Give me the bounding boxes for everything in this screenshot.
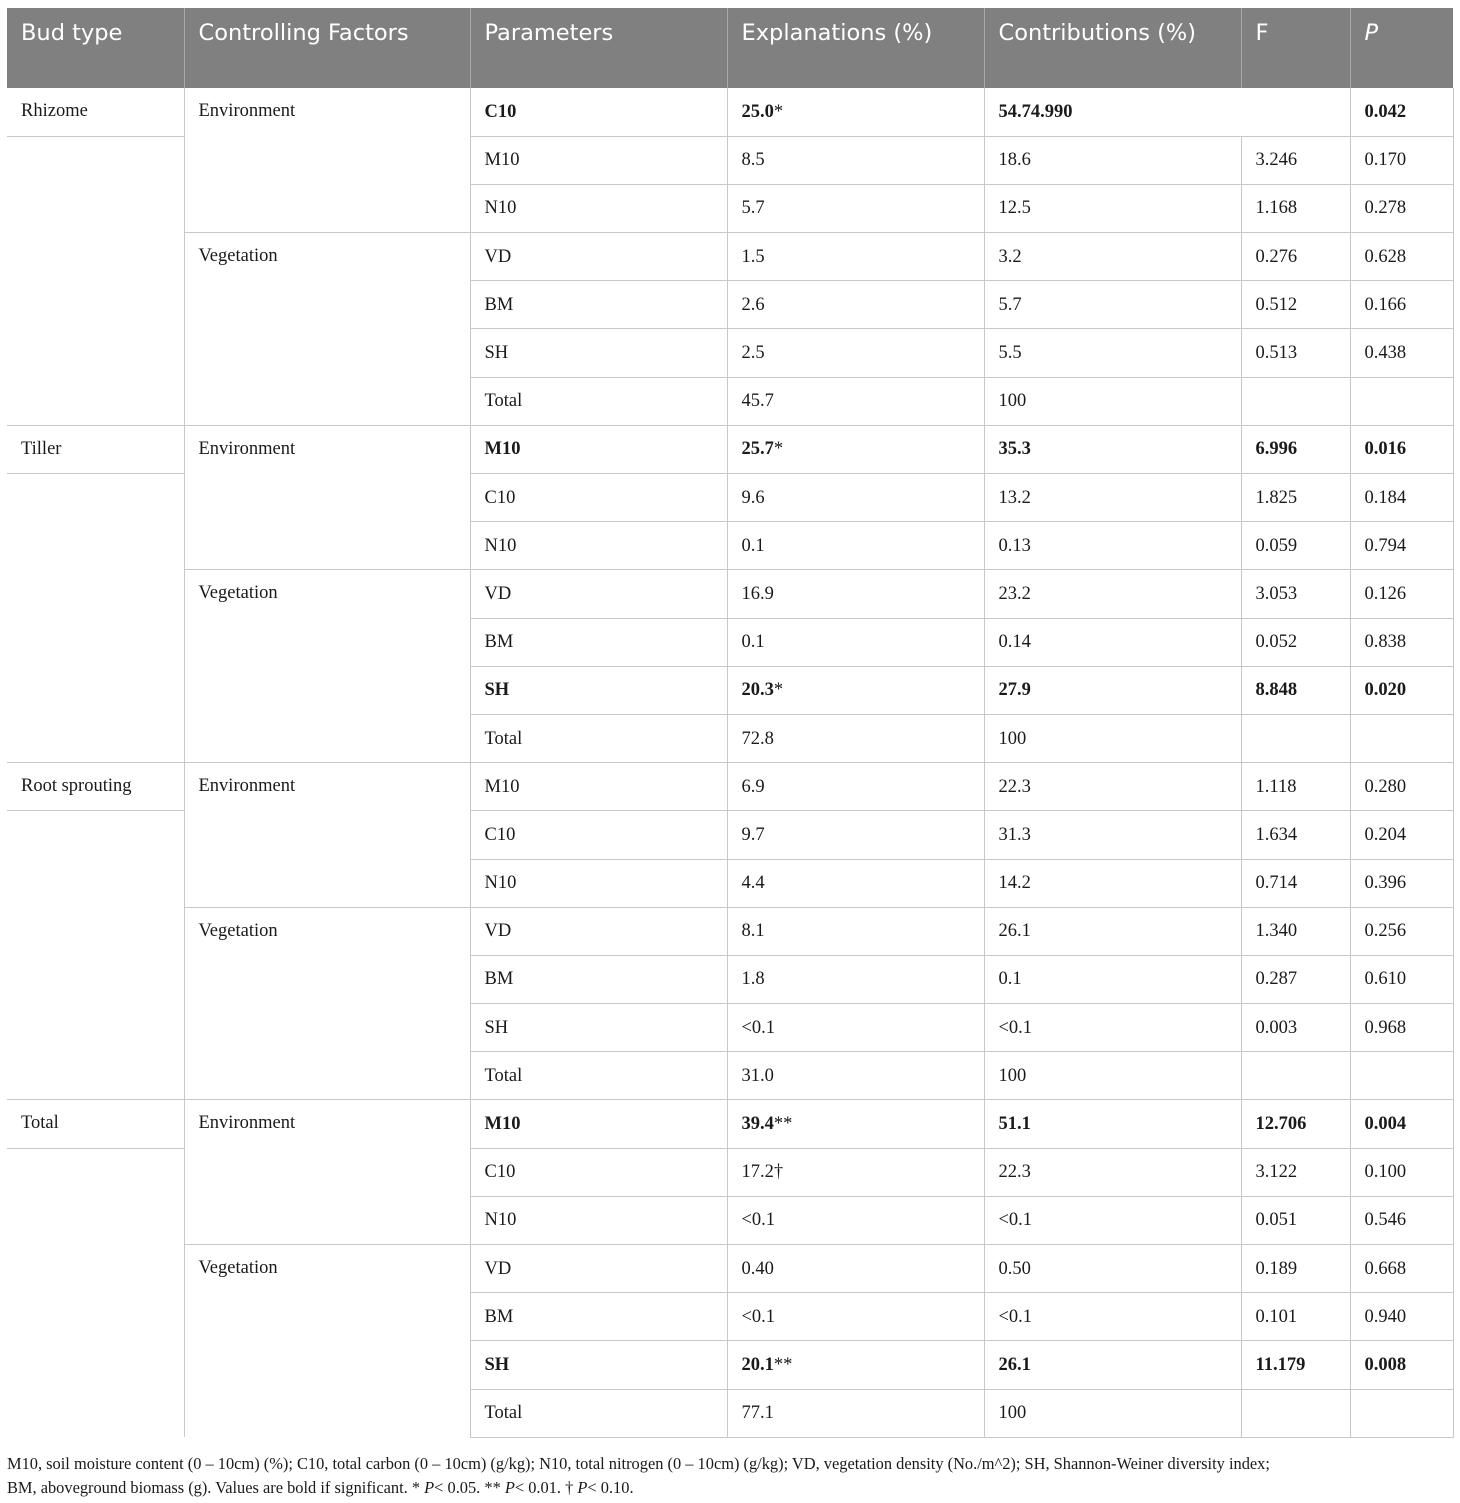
contribution-cell: 26.1 [984, 1341, 1241, 1389]
footnote-line-2: BM, aboveground biomass (g). Values are bold if significant. * P< 0.05. ** P< 0.01. † P< 0.10. [7, 1478, 634, 1497]
p-value-cell [1350, 1052, 1453, 1100]
explanation-value: 1.5 [741, 246, 765, 267]
p-value-cell [1350, 1389, 1453, 1437]
p-value-cell: 0.438 [1350, 329, 1453, 377]
explanation-value: 31.0 [741, 1065, 774, 1086]
header-f: F [1241, 8, 1350, 88]
contribution-cell: 27.9 [984, 666, 1241, 714]
f-value-cell: 3.246 [1241, 136, 1350, 184]
parameter-cell: BM [470, 955, 727, 1003]
f-value-cell [1241, 1389, 1350, 1437]
bud-type-cell: Total [7, 1100, 184, 1148]
contribution-cell: 54.74.990 [984, 88, 1350, 136]
parameter-cell: N10 [470, 184, 727, 232]
f-value-cell: 8.848 [1241, 666, 1350, 714]
explanation-cell [727, 1293, 984, 1341]
explanation-value: 6.9 [741, 776, 765, 797]
contribution-cell: 23.2 [984, 570, 1241, 618]
explanation-value: 20.3 [741, 680, 774, 701]
p-value-cell: 0.628 [1350, 233, 1453, 281]
f-value-cell: 1.118 [1241, 763, 1350, 811]
table-row [7, 425, 1453, 473]
contribution-cell: 12.5 [984, 184, 1241, 232]
header-contributions: Contributions (%) [984, 8, 1241, 88]
contribution-cell: <0.1 [984, 1196, 1241, 1244]
parameter-cell: BM [470, 618, 727, 666]
parameter-cell: C10 [470, 88, 727, 136]
bud-type-empty-cell [7, 136, 184, 425]
parameter-cell: VD [470, 907, 727, 955]
p-value-cell: 0.004 [1350, 1100, 1453, 1148]
explanation-cell [727, 1100, 984, 1148]
p-value-cell [1350, 377, 1453, 425]
explanation-cell [727, 907, 984, 955]
parameter-cell: Total [470, 1052, 727, 1100]
parameter-cell: M10 [470, 425, 727, 473]
f-value-cell: 1.825 [1241, 474, 1350, 522]
p-value-cell: 0.794 [1350, 522, 1453, 570]
contribution-cell: 31.3 [984, 811, 1241, 859]
contribution-cell: 51.1 [984, 1100, 1241, 1148]
parameter-cell: BM [470, 281, 727, 329]
p-value-cell: 0.940 [1350, 1293, 1453, 1341]
p-value-cell: 0.546 [1350, 1196, 1453, 1244]
contribution-cell: 22.3 [984, 763, 1241, 811]
controlling-factor-cell: Environment [184, 1100, 470, 1245]
explanation-cell [727, 1004, 984, 1052]
contribution-cell: <0.1 [984, 1004, 1241, 1052]
p-value-cell: 0.184 [1350, 474, 1453, 522]
f-value-cell: 1.634 [1241, 811, 1350, 859]
parameter-cell: Total [470, 1389, 727, 1437]
explanation-value: 16.9 [741, 583, 774, 604]
explanation-value: 45.7 [741, 391, 774, 412]
significance-mark: ** [773, 1114, 793, 1135]
p-value-cell: 0.968 [1350, 1004, 1453, 1052]
f-value-cell [1241, 377, 1350, 425]
contribution-cell: 22.3 [984, 1148, 1241, 1196]
significance-mark: * [773, 680, 784, 701]
controlling-factor-cell: Vegetation [184, 1245, 470, 1438]
explanation-cell [727, 811, 984, 859]
significance-mark: * [773, 101, 784, 122]
controlling-factor-cell: Vegetation [184, 233, 470, 426]
contribution-cell: 100 [984, 377, 1241, 425]
f-value-cell: 0.276 [1241, 233, 1350, 281]
explanation-value: <0.1 [741, 1210, 776, 1231]
p-value-cell: 0.838 [1350, 618, 1453, 666]
parameter-cell: Total [470, 714, 727, 762]
p-value-cell: 0.126 [1350, 570, 1453, 618]
p-value-cell: 0.278 [1350, 184, 1453, 232]
contribution-cell: 5.7 [984, 281, 1241, 329]
f-value-cell: 0.513 [1241, 329, 1350, 377]
explanation-cell [727, 570, 984, 618]
p-value-cell: 0.396 [1350, 859, 1453, 907]
f-value-cell: 0.051 [1241, 1196, 1350, 1244]
contribution-cell: 5.5 [984, 329, 1241, 377]
explanation-cell [727, 474, 984, 522]
f-value-cell: 0.512 [1241, 281, 1350, 329]
f-value-cell: 6.996 [1241, 425, 1350, 473]
p-value-cell: 0.016 [1350, 425, 1453, 473]
table-row [7, 570, 1453, 618]
table-row [7, 88, 1453, 136]
f-value-cell: 0.059 [1241, 522, 1350, 570]
table-row [7, 1100, 1453, 1148]
significance-mark: ** [773, 1354, 793, 1375]
explanation-cell [727, 329, 984, 377]
parameter-cell: SH [470, 1341, 727, 1389]
header-parameters: Parameters [470, 8, 727, 88]
contribution-cell: 100 [984, 1389, 1241, 1437]
parameter-cell: N10 [470, 522, 727, 570]
parameter-cell: M10 [470, 136, 727, 184]
f-value-cell: 11.179 [1241, 1341, 1350, 1389]
p-value-cell: 0.280 [1350, 763, 1453, 811]
parameter-cell: VD [470, 1245, 727, 1293]
parameter-cell: SH [470, 329, 727, 377]
explanation-cell [727, 1389, 984, 1437]
explanation-cell [727, 1341, 984, 1389]
explanation-value: 9.6 [741, 487, 765, 508]
explanation-value: 20.1 [741, 1354, 774, 1375]
contribution-cell: 0.14 [984, 618, 1241, 666]
table-row [7, 233, 1453, 281]
parameter-cell: SH [470, 1004, 727, 1052]
significance-mark: * [773, 439, 784, 460]
explanation-value: 25.0 [741, 101, 774, 122]
f-value-cell: 1.168 [1241, 184, 1350, 232]
f-value-cell: 1.340 [1241, 907, 1350, 955]
p-value-cell: 0.256 [1350, 907, 1453, 955]
f-value-cell: 0.714 [1241, 859, 1350, 907]
header-explanations: Explanations (%) [727, 8, 984, 88]
explanation-cell [727, 714, 984, 762]
contribution-cell: <0.1 [984, 1293, 1241, 1341]
contribution-cell: 18.6 [984, 136, 1241, 184]
parameter-cell: BM [470, 1293, 727, 1341]
explanation-value: 39.4 [741, 1114, 774, 1135]
bud-type-empty-cell [7, 474, 184, 763]
p-value-cell: 0.166 [1350, 281, 1453, 329]
parameter-cell: VD [470, 570, 727, 618]
p-value-cell: 0.668 [1350, 1245, 1453, 1293]
explanation-cell [727, 425, 984, 473]
explanation-cell [727, 1196, 984, 1244]
parameter-cell: M10 [470, 1100, 727, 1148]
contribution-cell: 14.2 [984, 859, 1241, 907]
f-value-cell: 3.122 [1241, 1148, 1350, 1196]
explanation-cell [727, 377, 984, 425]
p-value-cell: 0.100 [1350, 1148, 1453, 1196]
explanation-value: 2.5 [741, 343, 765, 364]
bud-type-empty-cell [7, 1148, 184, 1437]
table-footnote [7, 1452, 1453, 1500]
explanation-cell [727, 88, 984, 136]
f-value-cell: 0.189 [1241, 1245, 1350, 1293]
f-value-cell: 0.287 [1241, 955, 1350, 1003]
explanation-value: 25.7 [741, 439, 774, 460]
controlling-factor-cell: Environment [184, 763, 470, 908]
explanation-value: <0.1 [741, 1017, 776, 1038]
explanation-cell [727, 136, 984, 184]
explanation-cell [727, 618, 984, 666]
contribution-cell: 100 [984, 1052, 1241, 1100]
parameter-cell: N10 [470, 1196, 727, 1244]
explanation-value: 8.1 [741, 921, 765, 942]
explanation-cell [727, 1245, 984, 1293]
table-row [7, 1245, 1453, 1293]
explanation-cell [727, 281, 984, 329]
p-value-cell [1350, 714, 1453, 762]
p-value-cell: 0.204 [1350, 811, 1453, 859]
parameter-cell: C10 [470, 1148, 727, 1196]
explanation-value: 0.40 [741, 1258, 774, 1279]
f-value-cell: 0.052 [1241, 618, 1350, 666]
contribution-cell: 0.13 [984, 522, 1241, 570]
header-controlling-factors: Controlling Factors [184, 8, 470, 88]
explanation-value: 4.4 [741, 873, 765, 894]
f-value-cell: 0.101 [1241, 1293, 1350, 1341]
contribution-cell: 26.1 [984, 907, 1241, 955]
controlling-factor-cell: Vegetation [184, 907, 470, 1100]
controlling-factor-cell: Environment [184, 425, 470, 570]
controlling-factor-cell: Vegetation [184, 570, 470, 763]
parameter-cell: C10 [470, 811, 727, 859]
contribution-cell: 3.2 [984, 233, 1241, 281]
explanation-cell [727, 184, 984, 232]
footnote-line-1: M10, soil moisture content (0 – 10cm) (%); C10, total carbon (0 – 10cm) (g/kg); N10, total nitrogen (0 – 10cm) (g/kg); VD, vegetation density (No./m^2); SH, Shannon-Weiner diversity index; [7, 1454, 1270, 1473]
parameter-cell: C10 [470, 474, 727, 522]
p-value-cell: 0.170 [1350, 136, 1453, 184]
explanation-value: 17.2 [741, 1162, 774, 1183]
explanation-value: <0.1 [741, 1306, 776, 1327]
f-value-cell: 3.053 [1241, 570, 1350, 618]
table-body [7, 88, 1453, 1437]
f-value-cell [1241, 1052, 1350, 1100]
header-row [7, 8, 1453, 88]
explanation-cell [727, 1148, 984, 1196]
explanation-value: 1.8 [741, 969, 765, 990]
parameter-cell: N10 [470, 859, 727, 907]
contribution-cell: 35.3 [984, 425, 1241, 473]
contribution-cell: 0.50 [984, 1245, 1241, 1293]
p-value-cell: 0.008 [1350, 1341, 1453, 1389]
explanation-cell [727, 522, 984, 570]
f-value-cell: 0.003 [1241, 1004, 1350, 1052]
contribution-cell: 0.1 [984, 955, 1241, 1003]
explanation-value: 5.7 [741, 198, 765, 219]
explanation-cell [727, 859, 984, 907]
significance-mark: † [773, 1162, 784, 1183]
bud-type-cell: Root sprouting [7, 763, 184, 811]
p-value-cell: 0.042 [1350, 88, 1453, 136]
parameter-cell: SH [470, 666, 727, 714]
parameter-cell: Total [470, 377, 727, 425]
explanation-value: 9.7 [741, 824, 765, 845]
table-row [7, 763, 1453, 811]
contribution-cell: 13.2 [984, 474, 1241, 522]
parameter-cell: VD [470, 233, 727, 281]
p-value-cell: 0.020 [1350, 666, 1453, 714]
explanation-value: 0.1 [741, 535, 765, 556]
contribution-cell: 100 [984, 714, 1241, 762]
header-bud-type: Bud type [7, 8, 184, 88]
explanation-cell [727, 233, 984, 281]
table-row [7, 907, 1453, 955]
explanation-cell [727, 763, 984, 811]
f-value-cell [1241, 714, 1350, 762]
bud-type-cell: Tiller [7, 425, 184, 473]
controlling-factor-cell: Environment [184, 88, 470, 233]
explanation-cell [727, 955, 984, 1003]
explanation-value: 0.1 [741, 632, 765, 653]
bud-type-empty-cell [7, 811, 184, 1100]
p-value-cell: 0.610 [1350, 955, 1453, 1003]
explanation-value: 2.6 [741, 294, 765, 315]
results-table [7, 8, 1454, 1438]
explanation-value: 8.5 [741, 150, 765, 171]
explanation-cell [727, 666, 984, 714]
header-p: P [1350, 8, 1453, 88]
parameter-cell: M10 [470, 763, 727, 811]
f-value-cell: 12.706 [1241, 1100, 1350, 1148]
explanation-value: 77.1 [741, 1403, 774, 1424]
bud-type-cell: Rhizome [21, 101, 88, 121]
explanation-value: 72.8 [741, 728, 774, 749]
explanation-cell [727, 1052, 984, 1100]
